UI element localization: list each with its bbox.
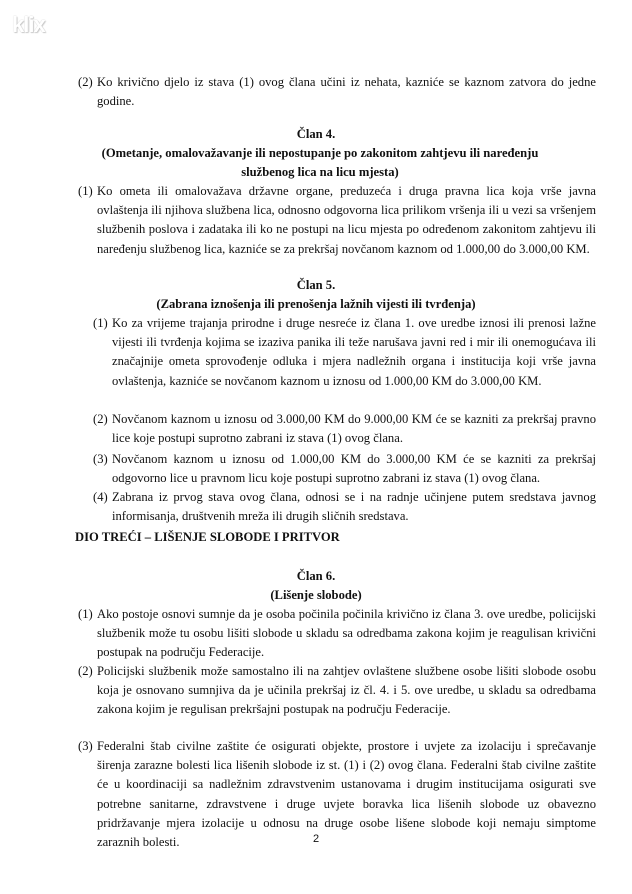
article-subtitle: (Zabrana iznošenja ili prenošenja lažnih vijesti ili tvrđenja) bbox=[156, 297, 476, 311]
paragraph-number: (3) bbox=[78, 739, 93, 753]
page-number: 2 bbox=[312, 833, 320, 845]
paragraph-text: Federalni štab civilne zaštite će osigurati objekte, prostore i uvjete za izolaciju i sprečavanje širenja zarazne bolesti lica lišenih slobode iz st. (1) i (2) ovog člana. Federalni štab civilne zaštite će u koordinaciji sa nadležnim zdravstvenim ustanovama i drugim institucijama osigurati sve potrebne sanitarne, zdravstvene i druge uvjete boravka lica lišenih slobode uz obavezno pridržavanje mjera izolacije u odnosu na druge osobe lišene slobode koji nemaju simptome zaraznih bolesti. bbox=[97, 739, 596, 850]
paragraph-number: (1) bbox=[93, 316, 108, 330]
paragraph-number: (1) bbox=[78, 607, 93, 621]
paragraph-number: (2) bbox=[93, 412, 108, 426]
article-subtitle-line: službenog lica na licu mjesta) bbox=[241, 165, 399, 179]
paragraph-number: (2) bbox=[78, 75, 93, 89]
article-title: Član 5. bbox=[296, 278, 336, 292]
article-subtitle: (Lišenje slobode) bbox=[270, 588, 362, 602]
paragraph-text: Ko ometa ili omalovažava državne organe, preduzeća i druga pravna lica koja vrše javna ovlaštenja ili njihova službena lica, odnosno odgovorna lica prilikom vršenja ili u vezi sa vršenjem službenih poslova i zadataka ili ko ne postupi na licu mjesta po određenom zakonitom zahtjevu ili naređenju službenog lica, kazniće se za prekršaj novčanom kaznom od 1.000,00 do 3.000,00 KM. bbox=[97, 184, 596, 256]
paragraph-number: (1) bbox=[78, 184, 93, 198]
paragraph-item bbox=[78, 605, 596, 663]
paragraph-item bbox=[93, 488, 596, 526]
paragraph-number: (4) bbox=[93, 490, 108, 504]
article-title: Član 6. bbox=[296, 569, 336, 583]
paragraph-number: (3) bbox=[93, 452, 108, 466]
paragraph-item bbox=[78, 662, 596, 720]
paragraph-item bbox=[93, 410, 596, 448]
part-heading: DIO TREĆI – LIŠENJE SLOBODE I PRITVOR bbox=[75, 530, 340, 544]
klix-watermark-logo: klix bbox=[12, 12, 45, 37]
paragraph-item bbox=[93, 450, 596, 488]
paragraph-item bbox=[93, 314, 596, 391]
paragraph-text: Novčanom kaznom u iznosu od 1.000,00 KM do 3.000,00 KM će se kazniti za prekršaj odgovorno lice u pravnom licu koje postupi suprotno zabrani iz stava (1) ovog člana. bbox=[112, 452, 596, 486]
paragraph-text: Policijski službenik može samostalno ili na zahtjev ovlaštene službene osobe lišiti slobode osobu koja je osnovano sumnjiva da je učinila prekršaj iz čl. 4. i 5. ove uredbe, u skladu sa odredbama zakona kojim je regulisan prekršajni postupak na području Federacije. bbox=[97, 664, 596, 717]
paragraph-text: Ko za vrijeme trajanja prirodne i druge nesreće iz člana 1. ove uredbe iznosi ili prenosi lažne vijesti ili tvrđenja kojima se izaziva panika ili teže narušava javni red i mir ili onemogućava ili značajnije ometa sprovođenje odluka i mjera nadležnih organa i institucija koji vrše javna ovlaštenja, kazniće se novčanom kaznom u iznosu od 1.000,00 KM do 3.000,00 KM. bbox=[112, 316, 596, 388]
paragraph-item bbox=[78, 182, 596, 259]
article-subtitle-line: (Ometanje, omalovažavanje ili nepostupanje po zakonitom zahtjevu ili naređenju bbox=[101, 146, 539, 160]
paragraph-text: Ko krivično djelo iz stava (1) ovog člana učini iz nehata, kazniće se kaznom zatvora do jedne godine. bbox=[97, 75, 596, 109]
paragraph-text: Zabrana iz prvog stava ovog člana, odnosi se i na radnje učinjene putem sredstava javnog informisanja, društvenih mreža ili drugih sličnih sredstava. bbox=[112, 490, 596, 524]
article-title: Član 4. bbox=[296, 127, 336, 141]
paragraph-text: Ako postoje osnovi sumnje da je osoba počinila počinila krivično iz člana 3. ove uredbe, policijski službenik može tu osobu lišiti slobode u skladu sa odredbama zakona kojim je reagulisan krivični postupak na području Federacije. bbox=[97, 607, 596, 660]
article-subtitle bbox=[60, 144, 580, 182]
paragraph-item bbox=[78, 73, 596, 111]
paragraph-number: (2) bbox=[78, 664, 93, 678]
paragraph-text: Novčanom kaznom u iznosu od 3.000,00 KM do 9.000,00 KM će se kazniti za prekršaj pravno lice koje postupi suprotno zabrani iz stava (1) ovog člana. bbox=[112, 412, 596, 446]
